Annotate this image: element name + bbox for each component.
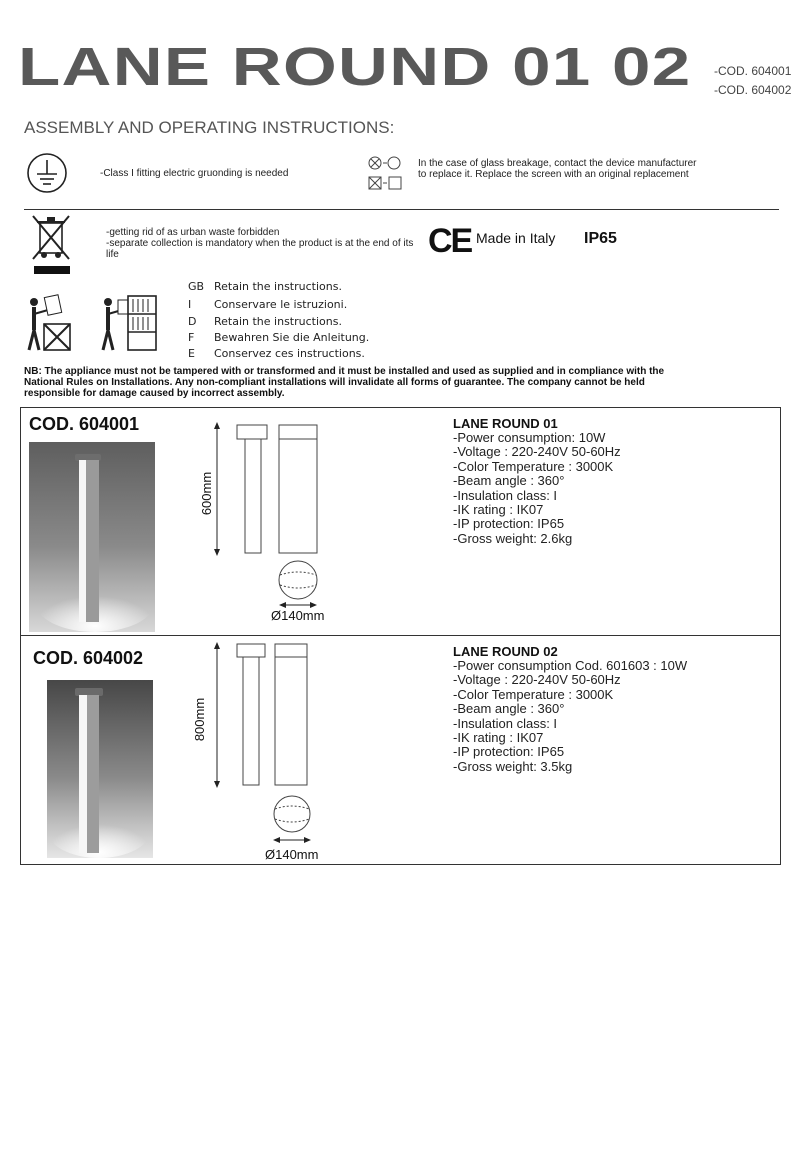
retain-code: GB [188, 280, 205, 293]
diameter-dimension: Ø140mm [265, 847, 319, 862]
height-dimension: 800mm [192, 697, 208, 742]
spec-line: -Insulation class: I [453, 715, 558, 731]
retain-code: E [188, 347, 195, 360]
spec-line: -Beam angle : 360° [453, 701, 565, 717]
glass-text-1: In the case of glass breakage, contact the device manufacturer [418, 158, 697, 169]
retain-code: I [188, 298, 192, 311]
nb-line-3: responsible for damage caused by incorrect assembly. [24, 388, 285, 399]
retain-text: Conservare le istruzioni. [214, 298, 348, 311]
product-code: COD. 604001 [29, 414, 140, 434]
made-in-italy: Made in Italy [476, 230, 556, 246]
spec-line: -Gross weight: 3.5kg [453, 758, 573, 774]
product-code: COD. 604002 [33, 648, 144, 668]
discard-instructions-icon [24, 290, 76, 352]
spec-line: -Insulation class: I [453, 487, 558, 503]
glass-text-2: to replace it. Replace the screen with an original replacement [418, 169, 689, 180]
retain-text: Retain the instructions. [214, 280, 342, 293]
weee-bin-icon [30, 213, 74, 275]
spec-block [453, 416, 621, 546]
product-panel-604002 [20, 635, 781, 865]
spec-line: -Beam angle : 360° [453, 473, 565, 489]
grounding-text: -Class I fitting electric gruonding is needed [100, 168, 289, 179]
retain-text: Bewahren Sie die Anleitung. [214, 331, 370, 344]
header-code-2: -COD. 604002 [714, 83, 792, 97]
ce-mark-icon: CE [428, 222, 472, 260]
nb-notice [24, 366, 714, 399]
spec-line: -Power consumption Cod. 601603 : 10W [453, 658, 688, 673]
subtitle: ASSEMBLY AND OPERATING INSTRUCTIONS: [24, 118, 395, 137]
waste-text-3: life [106, 249, 119, 260]
spec-line: -Power consumption: 10W [453, 430, 606, 445]
retain-text: Conservez ces instructions. [214, 347, 365, 360]
spec-title: LANE ROUND 01 [453, 416, 558, 431]
retain-code: F [188, 331, 195, 344]
dimension-drawing-02 [207, 640, 327, 850]
spec-title: LANE ROUND 02 [453, 644, 558, 659]
waste-text-2: -separate collection is mandatory when the product is at the end of its [106, 238, 414, 249]
page-title: LANE ROUND 01 02 [18, 37, 692, 97]
retain-code: D [188, 315, 197, 328]
product-photo-01 [29, 442, 155, 632]
spec-line: -Color Temperature : 3000K [453, 686, 614, 702]
dimension-drawing-01 [207, 420, 327, 620]
product-panel-604001 [20, 407, 781, 636]
height-dimension: 600mm [199, 471, 215, 516]
glass-breakage-icon [366, 154, 406, 194]
spec-line: -Voltage : 220-240V 50-60Hz [453, 672, 621, 688]
nb-line-2: National Rules on Installations. Any non-compliant installations will invalidate all forms of guarantee. The company cannot be held [24, 377, 645, 388]
keep-instructions-icon [98, 290, 160, 352]
waste-text-1: -getting rid of as urban waste forbidden [106, 227, 280, 238]
spec-block [453, 644, 687, 774]
spec-line: -IP protection: IP65 [453, 516, 565, 532]
spec-line: -Voltage : 220-240V 50-60Hz [453, 444, 621, 460]
spec-line: -Gross weight: 2.6kg [453, 530, 573, 546]
spec-line: -IK rating : IK07 [453, 502, 544, 518]
nb-line-1: NB: The appliance must not be tampered with or transformed and it must be installed and used as supplied and in compliance with the [24, 366, 665, 377]
ground-icon [26, 152, 68, 194]
header-code-1: -COD. 604001 [714, 64, 792, 78]
ip-rating: IP65 [584, 230, 617, 247]
spec-line: -IP protection: IP65 [453, 744, 565, 760]
retain-text: Retain the instructions. [214, 315, 342, 328]
product-photo-02 [47, 680, 153, 858]
diameter-dimension: Ø140mm [271, 608, 325, 623]
divider [24, 209, 779, 210]
spec-line: -IK rating : IK07 [453, 730, 544, 746]
spec-line: -Color Temperature : 3000K [453, 458, 614, 474]
